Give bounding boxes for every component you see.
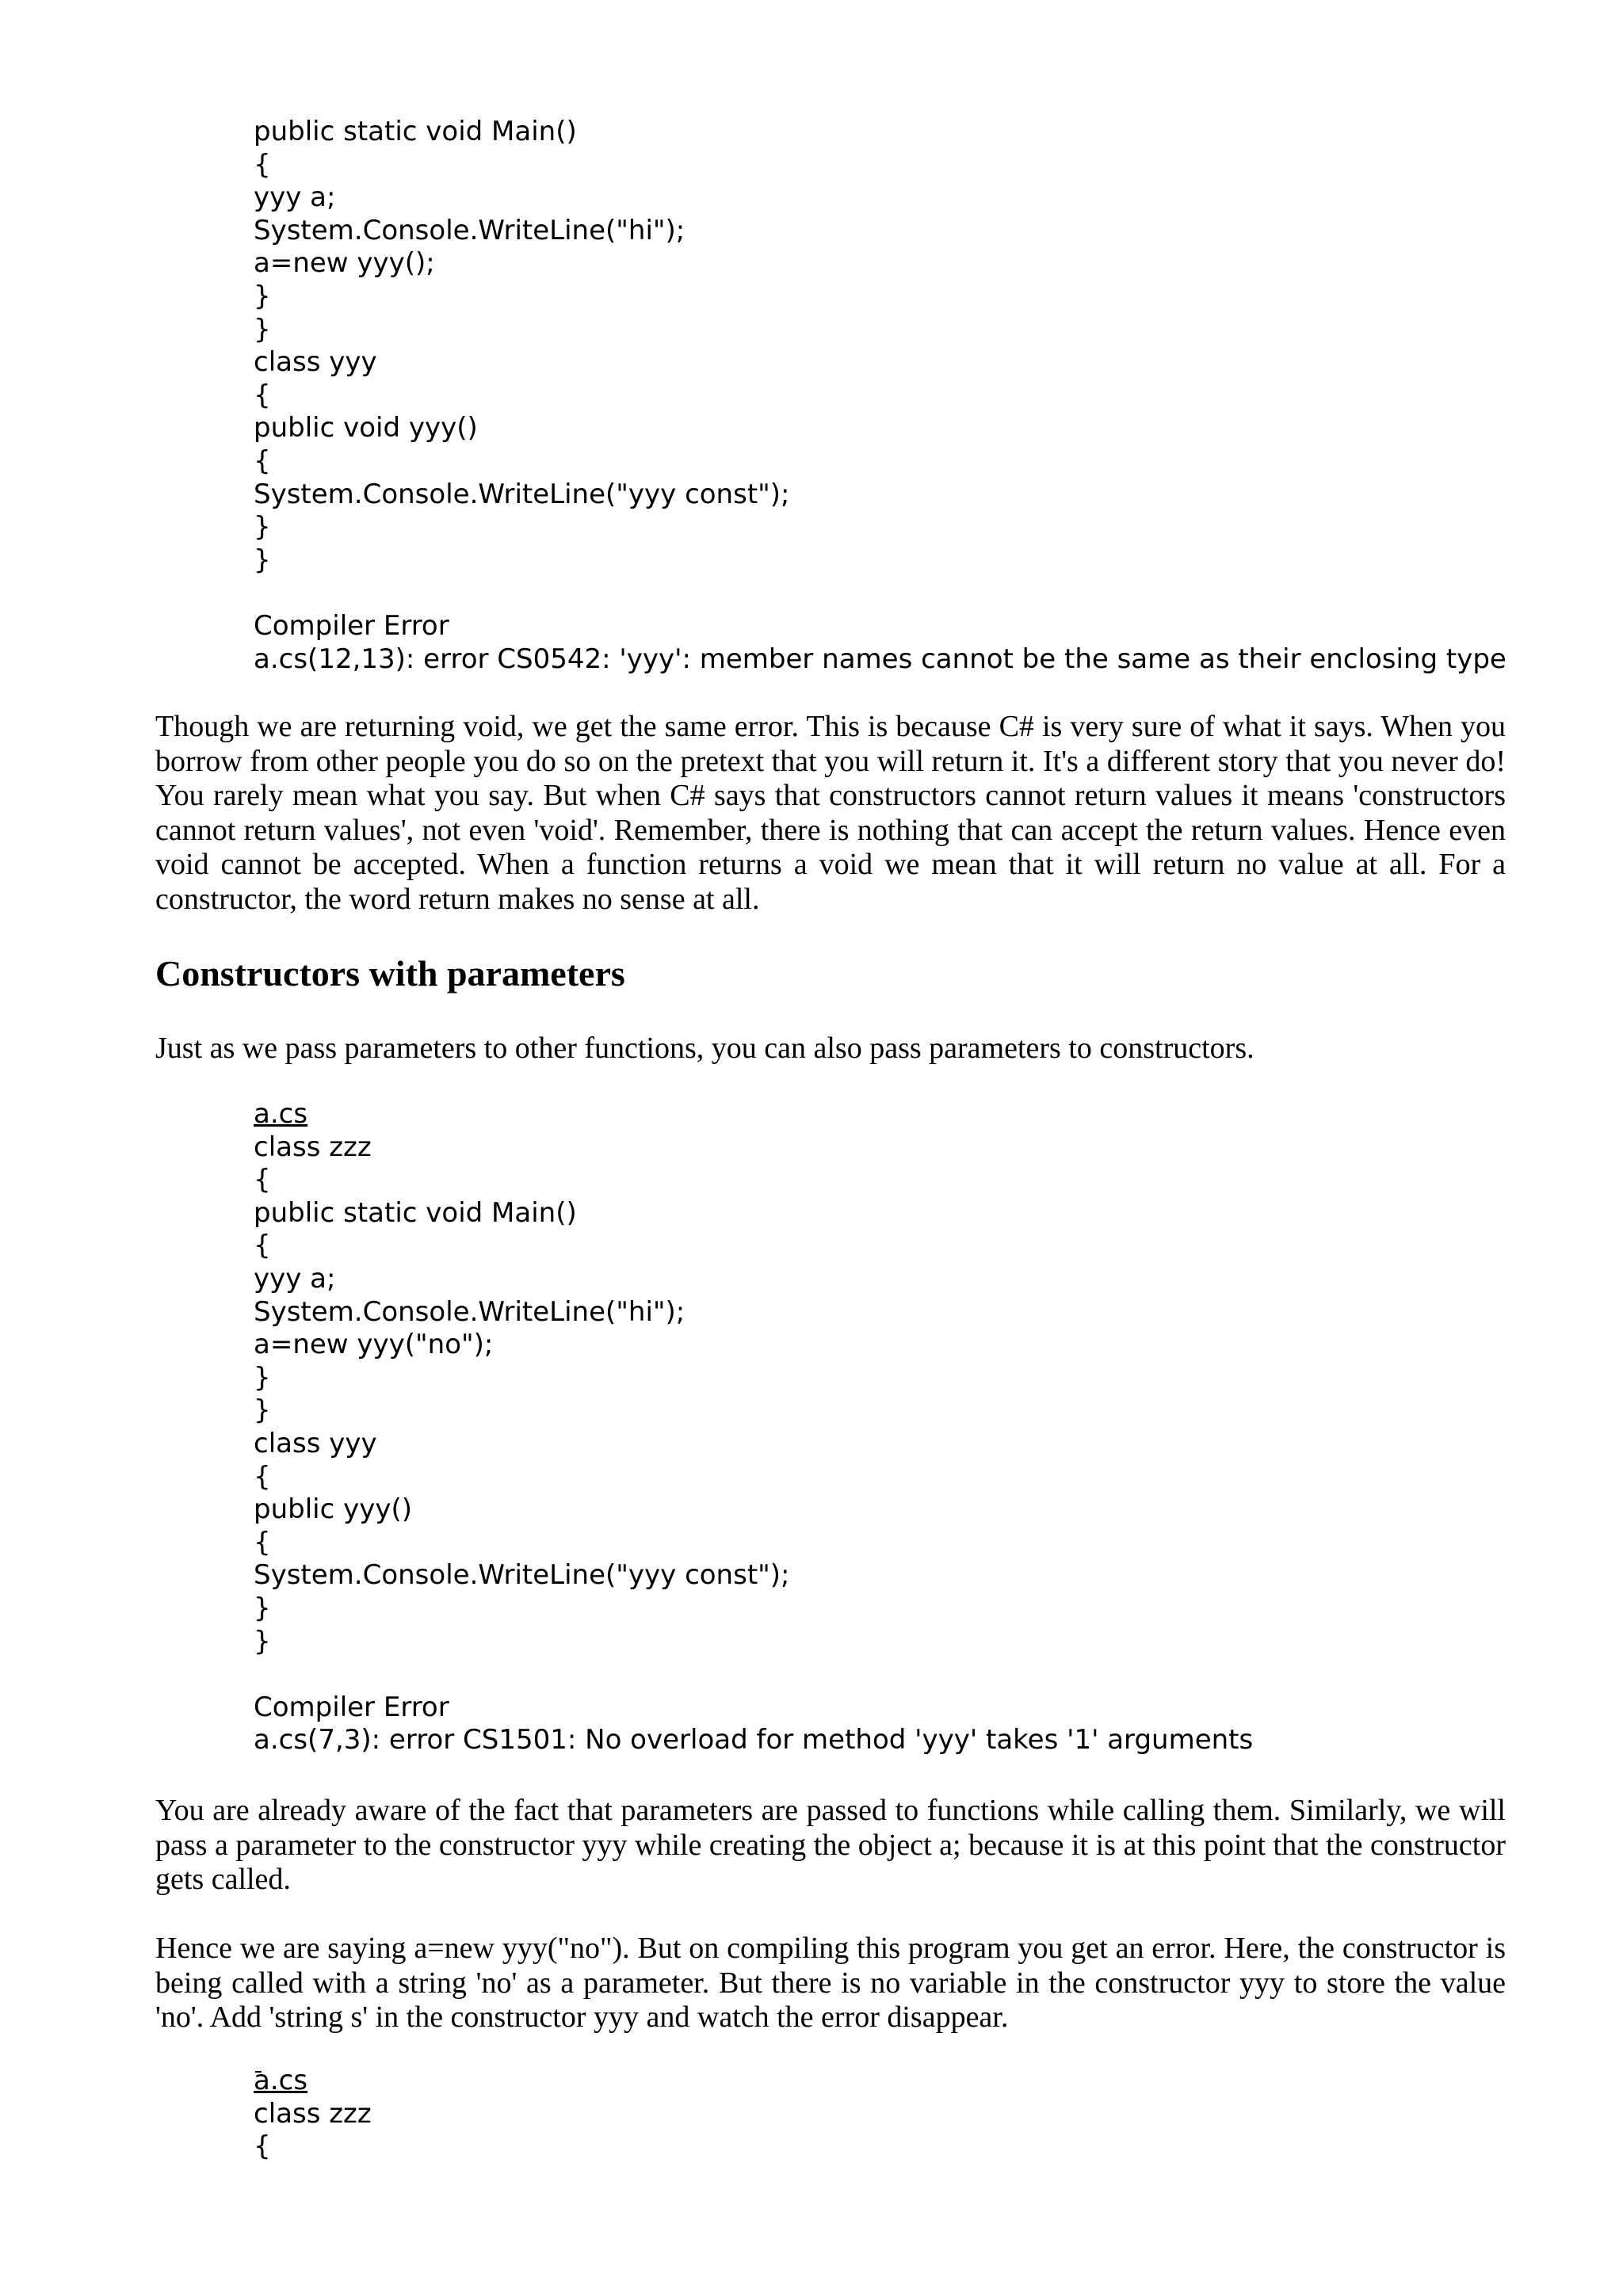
code-block-main-void-constructor <box>254 116 1507 676</box>
code-line: { <box>254 1164 271 1196</box>
code-line: } <box>254 543 271 576</box>
code-line: class zzz <box>254 1131 372 1163</box>
code-line: System.Console.WriteLine("hi"); <box>254 214 685 246</box>
code-block-constructor-parameters <box>254 1098 1253 1757</box>
code-line: class zzz <box>254 2097 372 2130</box>
code-line: class yyy <box>254 1427 377 1459</box>
code-line: System.Console.WriteLine("hi"); <box>254 1295 685 1328</box>
code-line: yyy a; <box>254 1262 336 1295</box>
code-line: } <box>254 1592 271 1624</box>
code-line: a=new yyy("no"); <box>254 1329 494 1361</box>
code-line: { <box>254 379 271 411</box>
code-line: } <box>254 313 271 345</box>
paragraph-compile-error: Hence we are saying a=new yyy("no"). But on compiling this program you get an error. Here, the constructor is being called with a string 'no' as a parameter. But there is no variable in the constructor yyy to store the value 'no'. Add 'string s' in the constructor yyy and watch the error disappear. <box>155 1932 1506 2035</box>
code-line: class yyy <box>254 346 377 379</box>
code-filename: a.cs <box>254 1098 308 1130</box>
code-line: { <box>254 444 271 477</box>
code-line: public yyy() <box>254 1493 412 1526</box>
code-line: System.Console.WriteLine("yyy const"); <box>254 1559 790 1592</box>
code-line: { <box>254 1460 271 1493</box>
code-line: public static void Main() <box>254 116 577 147</box>
code-line: a=new yyy(); <box>254 247 435 280</box>
code-block-string-parameter <box>254 2065 372 2164</box>
code-line: } <box>254 1361 271 1394</box>
code-line: public static void Main() <box>254 1196 577 1229</box>
code-line: { <box>254 1230 271 1262</box>
code-line: } <box>254 280 271 312</box>
code-line: } <box>254 1394 271 1427</box>
paragraph-parameters-passed: You are already aware of the fact that parameters are passed to functions while calling them. Similarly, we will pass a parameter to the constructor yyy while creating the object a; because it is at this point that the constructor gets called. <box>155 1794 1506 1897</box>
code-line: { <box>254 148 271 181</box>
code-line: } <box>254 511 271 543</box>
code-line: yyy a; <box>254 181 336 214</box>
code-line: public void yyy() <box>254 412 478 444</box>
paragraph-void-explanation: Though we are returning void, we get the same error. This is because C# is very sure of what it says. When you borrow from other people you do so on the pretext that you will return it. It's a different story that you never do! You rarely mean what you say. But when C# says that constructors cannot return values it means 'constructors cannot return values', not even 'void'. Remember, there is nothing that can accept the return values. Hence even void cannot be accepted. When a function returns a void we mean that it will return no value at all. For a constructor, the word return makes no sense at all. <box>155 710 1506 916</box>
code-line: { <box>254 2130 271 2163</box>
code-line: a.cs(12,13): error CS0542: 'yyy': member names cannot be the same as their enclosing type <box>254 643 1507 675</box>
code-filename: a.cs <box>254 2065 308 2096</box>
code-line: a.cs(7,3): error CS1501: No overload for method 'yyy' takes '1' arguments <box>254 1724 1254 1756</box>
paragraph-pass-parameters: Just as we pass parameters to other functions, you can also pass parameters to constructors. <box>155 1032 1254 1065</box>
section-heading: Constructors with parameters <box>155 953 625 994</box>
code-line: } <box>254 1625 271 1657</box>
code-blank-line <box>254 577 1507 610</box>
code-line: { <box>254 1526 271 1558</box>
code-line: Compiler Error <box>254 609 449 642</box>
code-line: System.Console.WriteLine("yyy const"); <box>254 478 790 510</box>
code-line: Compiler Error <box>254 1691 449 1723</box>
code-blank-line <box>254 1658 1253 1691</box>
